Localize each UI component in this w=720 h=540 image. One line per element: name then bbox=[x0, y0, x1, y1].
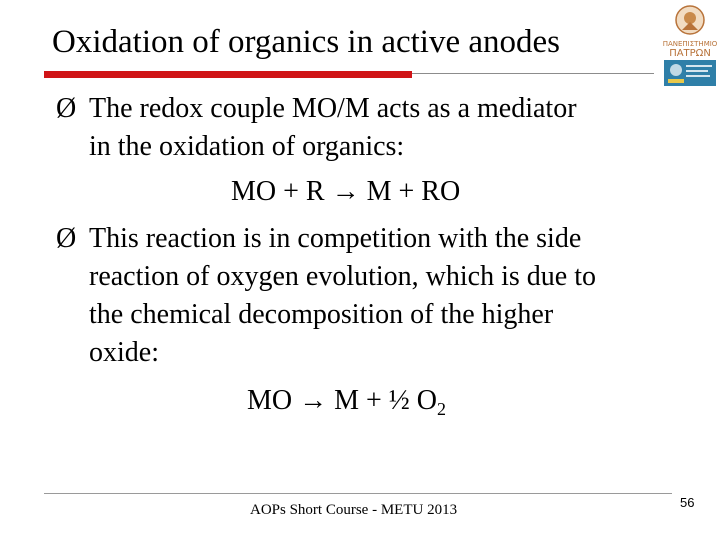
bullet-1-line-2: in the oxidation of organics: bbox=[89, 131, 405, 162]
slide-title: Oxidation of organics in active anodes bbox=[52, 24, 561, 60]
equation-mediator: MO + R → M + RO bbox=[231, 176, 461, 207]
title-underline-accent bbox=[44, 71, 412, 78]
equation-2-main: MO → M + ½ O bbox=[247, 385, 438, 416]
bullet-2-line-1: This reaction is in competition with the side bbox=[89, 223, 582, 254]
university-logo-icon bbox=[660, 2, 720, 90]
logo-text-line1: ΠΑΝΕΠΙΣΤΗΜΙΟ bbox=[662, 40, 718, 48]
footer-course: AOPs Short Course - METU 2013 bbox=[250, 502, 458, 518]
bullet-2-line-2: reaction of oxygen evolution, which is due to bbox=[89, 261, 596, 292]
logo-text-line2: ΠΑΤΡΩΝ bbox=[669, 48, 711, 59]
bullet-marker: Ø bbox=[56, 223, 77, 254]
bullet-2-line-4: oxide: bbox=[89, 337, 159, 368]
equation-oxygen-evolution bbox=[247, 382, 446, 420]
page-number: 56 bbox=[680, 495, 695, 510]
equation-2-subscript: 2 bbox=[437, 399, 447, 419]
bullet-1-line-1: The redox couple MO/M acts as a mediator bbox=[89, 93, 577, 124]
footer-divider bbox=[44, 493, 672, 494]
bullet-marker: Ø bbox=[56, 93, 77, 124]
bullet-2-line-3: the chemical decomposition of the higher bbox=[89, 299, 554, 330]
